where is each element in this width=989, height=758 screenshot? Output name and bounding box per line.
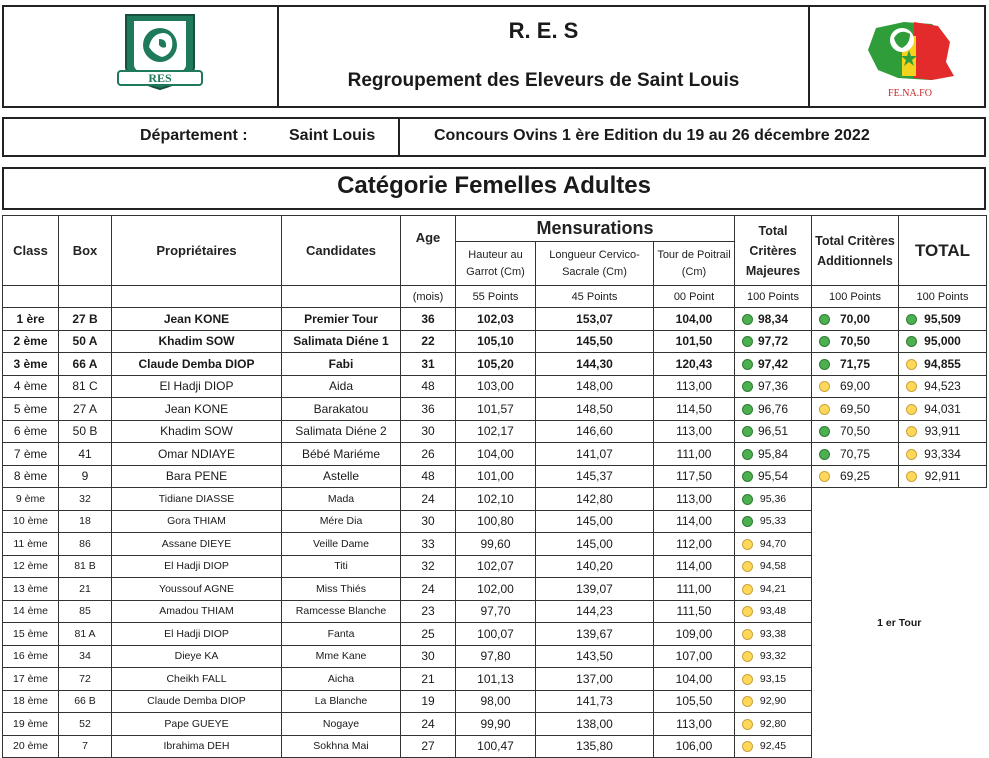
rank-cell: 4 ème bbox=[3, 375, 59, 398]
box-cell: 81 C bbox=[59, 375, 112, 398]
candidate-cell: Mada bbox=[282, 488, 401, 511]
col-chest: Tour de Poitrail (Cm) bbox=[654, 242, 735, 286]
chest-cell: 109,00 bbox=[654, 623, 735, 646]
owner-cell: Assane DIEYE bbox=[112, 533, 282, 556]
fenafo-logo-text: FE.NA.FO bbox=[888, 88, 932, 99]
additional-total-cell: 69,50 bbox=[812, 398, 899, 421]
col-total: TOTAL bbox=[899, 216, 987, 286]
box-cell: 41 bbox=[59, 443, 112, 466]
candidate-cell: Veille Dame bbox=[282, 533, 401, 556]
owner-cell: Amadou THIAM bbox=[112, 600, 282, 623]
age-cell: 32 bbox=[401, 555, 456, 578]
first-round-label: 1 er Tour bbox=[877, 616, 922, 629]
candidate-cell: Fanta bbox=[282, 623, 401, 646]
results-table bbox=[2, 215, 987, 758]
major-total-cell: 93,48 bbox=[735, 600, 812, 623]
additional-total-cell: 69,25 bbox=[812, 465, 899, 488]
col-major: Total Critères Majeures bbox=[735, 216, 812, 286]
height-cell: 97,80 bbox=[456, 645, 536, 668]
length-cell: 140,20 bbox=[536, 555, 654, 578]
rank-cell: 19 ème bbox=[3, 713, 59, 736]
height-cell: 97,70 bbox=[456, 600, 536, 623]
age-cell: 21 bbox=[401, 668, 456, 691]
chest-cell: 101,50 bbox=[654, 330, 735, 353]
res-logo bbox=[112, 9, 208, 97]
col-length-points: 45 Points bbox=[536, 286, 654, 308]
owner-cell: Cheikh FALL bbox=[112, 668, 282, 691]
box-cell: 72 bbox=[59, 668, 112, 691]
total-cell: 93,334 bbox=[899, 443, 987, 466]
col-age-unit: (mois) bbox=[401, 286, 456, 308]
age-cell: 24 bbox=[401, 713, 456, 736]
box-cell: 66 B bbox=[59, 690, 112, 713]
age-cell: 36 bbox=[401, 398, 456, 421]
col-owners: Propriétaires bbox=[112, 216, 282, 286]
height-cell: 102,03 bbox=[456, 308, 536, 331]
length-cell: 144,30 bbox=[536, 353, 654, 376]
table-row bbox=[3, 443, 987, 466]
owner-cell: Ibrahima DEH bbox=[112, 735, 282, 758]
major-total-cell: 97,36 bbox=[735, 375, 812, 398]
total-cell: 92,911 bbox=[899, 465, 987, 488]
major-total-cell: 92,90 bbox=[735, 690, 812, 713]
rank-cell: 7 ème bbox=[3, 443, 59, 466]
candidate-cell: Fabi bbox=[282, 353, 401, 376]
box-cell: 21 bbox=[59, 578, 112, 601]
chest-cell: 111,00 bbox=[654, 443, 735, 466]
chest-cell: 105,50 bbox=[654, 690, 735, 713]
chest-cell: 113,00 bbox=[654, 375, 735, 398]
rank-cell: 17 ème bbox=[3, 668, 59, 691]
candidate-cell: Miss Thiés bbox=[282, 578, 401, 601]
total-cell: 95,000 bbox=[899, 330, 987, 353]
chest-cell: 107,00 bbox=[654, 645, 735, 668]
candidate-cell: Nogaye bbox=[282, 713, 401, 736]
length-cell: 148,50 bbox=[536, 398, 654, 421]
chest-cell: 104,00 bbox=[654, 308, 735, 331]
length-cell: 153,07 bbox=[536, 308, 654, 331]
rank-cell: 14 ème bbox=[3, 600, 59, 623]
major-total-cell: 96,51 bbox=[735, 420, 812, 443]
height-cell: 102,17 bbox=[456, 420, 536, 443]
candidate-cell: Sokhna Mai bbox=[282, 735, 401, 758]
owner-cell: El Hadji DIOP bbox=[112, 623, 282, 646]
chest-cell: 114,00 bbox=[654, 555, 735, 578]
candidate-cell: Mére Dia bbox=[282, 510, 401, 533]
age-cell: 33 bbox=[401, 533, 456, 556]
height-cell: 100,80 bbox=[456, 510, 536, 533]
owner-cell: Claude Demba DIOP bbox=[112, 690, 282, 713]
major-total-cell: 95,36 bbox=[735, 488, 812, 511]
additional-total-cell: 70,50 bbox=[812, 420, 899, 443]
owner-cell: Bara PENE bbox=[112, 465, 282, 488]
box-cell: 86 bbox=[59, 533, 112, 556]
candidate-cell: Titi bbox=[282, 555, 401, 578]
age-cell: 24 bbox=[401, 488, 456, 511]
box-cell: 50 B bbox=[59, 420, 112, 443]
major-total-cell: 96,76 bbox=[735, 398, 812, 421]
table-row bbox=[3, 398, 987, 421]
major-total-cell: 93,38 bbox=[735, 623, 812, 646]
age-cell: 22 bbox=[401, 330, 456, 353]
rank-cell: 2 ème bbox=[3, 330, 59, 353]
table-row bbox=[3, 465, 987, 488]
major-total-cell: 98,34 bbox=[735, 308, 812, 331]
rank-cell: 6 ème bbox=[3, 420, 59, 443]
col-additional-points: 100 Points bbox=[812, 286, 899, 308]
candidate-cell: Astelle bbox=[282, 465, 401, 488]
age-cell: 30 bbox=[401, 510, 456, 533]
table-row bbox=[3, 488, 987, 511]
age-cell: 30 bbox=[401, 645, 456, 668]
col-total-points: 100 Points bbox=[899, 286, 987, 308]
owner-cell: Pape GUEYE bbox=[112, 713, 282, 736]
owner-cell: Gora THIAM bbox=[112, 510, 282, 533]
age-cell: 24 bbox=[401, 578, 456, 601]
length-cell: 145,50 bbox=[536, 330, 654, 353]
rank-cell: 16 ème bbox=[3, 645, 59, 668]
owner-cell: El Hadji DIOP bbox=[112, 375, 282, 398]
chest-cell: 117,50 bbox=[654, 465, 735, 488]
candidate-cell: La Blanche bbox=[282, 690, 401, 713]
candidate-cell: Aida bbox=[282, 375, 401, 398]
chest-cell: 104,00 bbox=[654, 668, 735, 691]
org-full-title: Regroupement des Eleveurs de Saint Louis bbox=[347, 70, 740, 91]
height-cell: 100,07 bbox=[456, 623, 536, 646]
rank-cell: 15 ème bbox=[3, 623, 59, 646]
owner-cell: Khadim SOW bbox=[112, 330, 282, 353]
length-cell: 148,00 bbox=[536, 375, 654, 398]
total-cell: 94,031 bbox=[899, 398, 987, 421]
candidate-cell: Salimata Diéne 2 bbox=[282, 420, 401, 443]
candidate-cell: Aicha bbox=[282, 668, 401, 691]
age-cell: 27 bbox=[401, 735, 456, 758]
chest-cell: 120,43 bbox=[654, 353, 735, 376]
length-cell: 142,80 bbox=[536, 488, 654, 511]
fenafo-logo bbox=[858, 10, 962, 100]
table-row bbox=[3, 330, 987, 353]
candidate-cell: Ramcesse Blanche bbox=[282, 600, 401, 623]
length-cell: 139,67 bbox=[536, 623, 654, 646]
height-cell: 105,10 bbox=[456, 330, 536, 353]
owner-cell: Jean KONE bbox=[112, 398, 282, 421]
box-cell: 27 B bbox=[59, 308, 112, 331]
length-cell: 141,07 bbox=[536, 443, 654, 466]
major-total-cell: 94,21 bbox=[735, 578, 812, 601]
height-cell: 100,47 bbox=[456, 735, 536, 758]
col-additional: Total Critères Additionnels bbox=[812, 216, 899, 286]
col-height: Hauteur au Garrot (Cm) bbox=[456, 242, 536, 286]
total-cell: 93,911 bbox=[899, 420, 987, 443]
length-cell: 143,50 bbox=[536, 645, 654, 668]
additional-total-cell: 70,75 bbox=[812, 443, 899, 466]
table-row bbox=[3, 308, 987, 331]
additional-total-cell: 70,00 bbox=[812, 308, 899, 331]
table-row bbox=[3, 375, 987, 398]
additional-total-cell: 70,50 bbox=[812, 330, 899, 353]
owner-cell: Youssouf AGNE bbox=[112, 578, 282, 601]
owner-cell: Tidiane DIASSE bbox=[112, 488, 282, 511]
height-cell: 101,57 bbox=[456, 398, 536, 421]
owner-cell: Dieye KA bbox=[112, 645, 282, 668]
col-major-points: 100 Points bbox=[735, 286, 812, 308]
total-cell: 94,855 bbox=[899, 353, 987, 376]
major-total-cell: 94,58 bbox=[735, 555, 812, 578]
box-cell: 32 bbox=[59, 488, 112, 511]
additional-total-cell: 69,00 bbox=[812, 375, 899, 398]
owner-cell: Jean KONE bbox=[112, 308, 282, 331]
additional-total-cell: 71,75 bbox=[812, 353, 899, 376]
chest-cell: 112,00 bbox=[654, 533, 735, 556]
major-total-cell: 97,42 bbox=[735, 353, 812, 376]
chest-cell: 111,00 bbox=[654, 578, 735, 601]
rank-cell: 13 ème bbox=[3, 578, 59, 601]
box-cell: 27 A bbox=[59, 398, 112, 421]
col-length: Longueur Cervico-Sacrale (Cm) bbox=[536, 242, 654, 286]
major-total-cell: 95,54 bbox=[735, 465, 812, 488]
candidate-cell: Premier Tour bbox=[282, 308, 401, 331]
rank-cell: 1 ère bbox=[3, 308, 59, 331]
height-cell: 104,00 bbox=[456, 443, 536, 466]
age-cell: 23 bbox=[401, 600, 456, 623]
table-row bbox=[3, 353, 987, 376]
box-cell: 34 bbox=[59, 645, 112, 668]
length-cell: 145,00 bbox=[536, 510, 654, 533]
major-total-cell: 94,70 bbox=[735, 533, 812, 556]
department-value: Saint Louis bbox=[289, 127, 376, 144]
box-cell: 85 bbox=[59, 600, 112, 623]
height-cell: 102,10 bbox=[456, 488, 536, 511]
height-cell: 101,00 bbox=[456, 465, 536, 488]
box-cell: 81 B bbox=[59, 555, 112, 578]
chest-cell: 114,50 bbox=[654, 398, 735, 421]
col-class: Class bbox=[3, 216, 59, 286]
length-cell: 135,80 bbox=[536, 735, 654, 758]
box-cell: 81 A bbox=[59, 623, 112, 646]
height-cell: 102,07 bbox=[456, 555, 536, 578]
rank-cell: 9 ème bbox=[3, 488, 59, 511]
col-age: Age bbox=[401, 216, 456, 286]
rank-cell: 10 ème bbox=[3, 510, 59, 533]
length-cell: 141,73 bbox=[536, 690, 654, 713]
owner-cell: Omar NDIAYE bbox=[112, 443, 282, 466]
col-measurements: Mensurations bbox=[456, 216, 735, 242]
rank-cell: 20 ème bbox=[3, 735, 59, 758]
height-cell: 101,13 bbox=[456, 668, 536, 691]
rank-cell: 11 ème bbox=[3, 533, 59, 556]
total-cell: 94,523 bbox=[899, 375, 987, 398]
rank-cell: 12 ème bbox=[3, 555, 59, 578]
height-cell: 103,00 bbox=[456, 375, 536, 398]
col-height-points: 55 Points bbox=[456, 286, 536, 308]
major-total-cell: 93,15 bbox=[735, 668, 812, 691]
res-logo-text: RES bbox=[148, 71, 172, 85]
height-cell: 99,90 bbox=[456, 713, 536, 736]
candidate-cell: Bébé Mariéme bbox=[282, 443, 401, 466]
chest-cell: 113,00 bbox=[654, 713, 735, 736]
chest-cell: 114,00 bbox=[654, 510, 735, 533]
owner-cell: El Hadji DIOP bbox=[112, 555, 282, 578]
major-total-cell: 92,80 bbox=[735, 713, 812, 736]
age-cell: 19 bbox=[401, 690, 456, 713]
age-cell: 30 bbox=[401, 420, 456, 443]
major-total-cell: 95,84 bbox=[735, 443, 812, 466]
box-cell: 9 bbox=[59, 465, 112, 488]
candidate-cell: Mme Kane bbox=[282, 645, 401, 668]
height-cell: 98,00 bbox=[456, 690, 536, 713]
length-cell: 137,00 bbox=[536, 668, 654, 691]
department-label: Département : bbox=[140, 127, 248, 144]
candidate-cell: Salimata Diéne 1 bbox=[282, 330, 401, 353]
age-cell: 48 bbox=[401, 375, 456, 398]
age-cell: 26 bbox=[401, 443, 456, 466]
age-cell: 36 bbox=[401, 308, 456, 331]
total-cell: 95,509 bbox=[899, 308, 987, 331]
box-cell: 18 bbox=[59, 510, 112, 533]
owner-cell: Claude Demba DIOP bbox=[112, 353, 282, 376]
height-cell: 105,20 bbox=[456, 353, 536, 376]
contest-title: Concours Ovins 1 ère Edition du 19 au 26 décembre 2022 bbox=[434, 127, 870, 144]
major-total-cell: 97,72 bbox=[735, 330, 812, 353]
box-cell: 7 bbox=[59, 735, 112, 758]
col-chest-points: 00 Point bbox=[654, 286, 735, 308]
length-cell: 145,37 bbox=[536, 465, 654, 488]
chest-cell: 113,00 bbox=[654, 420, 735, 443]
table-row bbox=[3, 420, 987, 443]
length-cell: 138,00 bbox=[536, 713, 654, 736]
box-cell: 66 A bbox=[59, 353, 112, 376]
age-cell: 31 bbox=[401, 353, 456, 376]
length-cell: 144,23 bbox=[536, 600, 654, 623]
major-total-cell: 92,45 bbox=[735, 735, 812, 758]
chest-cell: 106,00 bbox=[654, 735, 735, 758]
chest-cell: 113,00 bbox=[654, 488, 735, 511]
col-box: Box bbox=[59, 216, 112, 286]
rank-cell: 3 ème bbox=[3, 353, 59, 376]
height-cell: 99,60 bbox=[456, 533, 536, 556]
col-candidates: Candidates bbox=[282, 216, 401, 286]
length-cell: 145,00 bbox=[536, 533, 654, 556]
height-cell: 102,00 bbox=[456, 578, 536, 601]
candidate-cell: Barakatou bbox=[282, 398, 401, 421]
major-total-cell: 95,33 bbox=[735, 510, 812, 533]
org-short-title: R. E. S bbox=[508, 18, 579, 43]
rank-cell: 5 ème bbox=[3, 398, 59, 421]
rank-cell: 18 ème bbox=[3, 690, 59, 713]
length-cell: 139,07 bbox=[536, 578, 654, 601]
owner-cell: Khadim SOW bbox=[112, 420, 282, 443]
category-title: Catégorie Femelles Adultes bbox=[337, 172, 651, 199]
major-total-cell: 93,32 bbox=[735, 645, 812, 668]
length-cell: 146,60 bbox=[536, 420, 654, 443]
age-cell: 48 bbox=[401, 465, 456, 488]
box-cell: 50 A bbox=[59, 330, 112, 353]
rank-cell: 8 ème bbox=[3, 465, 59, 488]
box-cell: 52 bbox=[59, 713, 112, 736]
age-cell: 25 bbox=[401, 623, 456, 646]
chest-cell: 111,50 bbox=[654, 600, 735, 623]
